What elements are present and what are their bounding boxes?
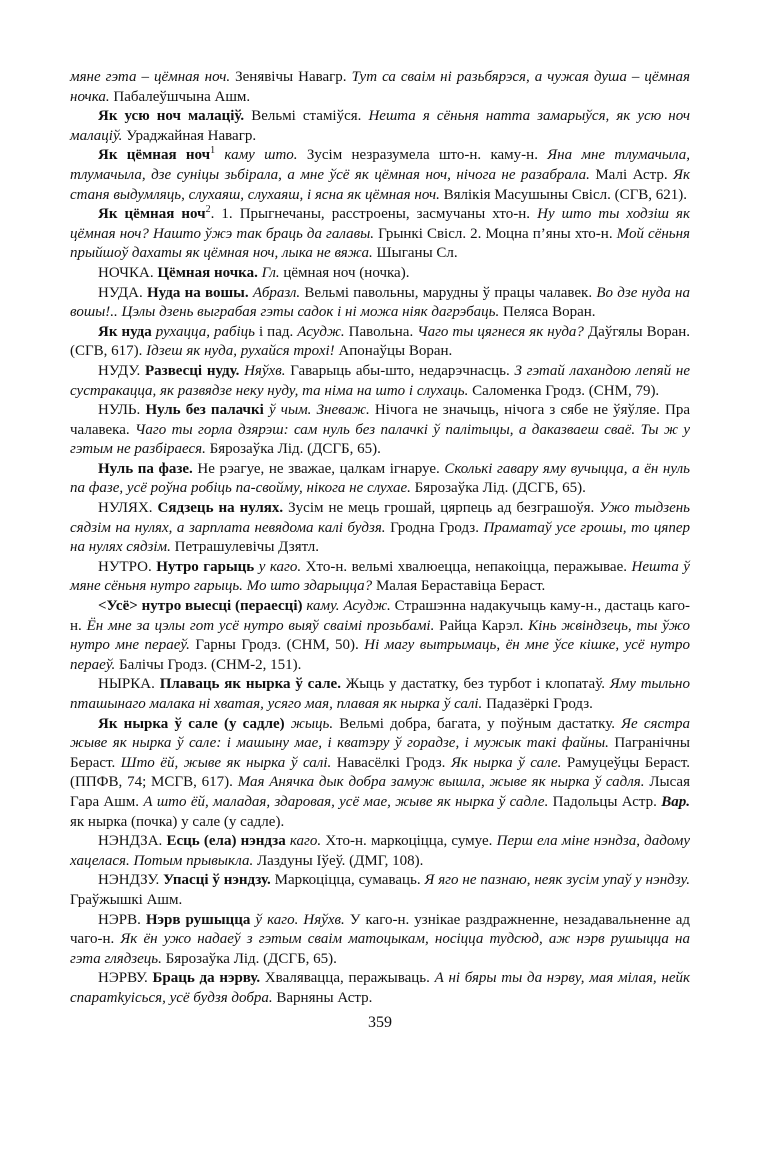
example-text: Мой сёньня прыйшоў дахаты як цёмная ноч, лыка не вяжа.: [70, 225, 691, 262]
headword: Цёмная ночка.: [157, 264, 258, 281]
dictionary-entry: [70, 362, 690, 401]
example-text: Перш ела міне нэндза, дадому хацелася. Потым прывыкла.: [70, 833, 690, 869]
entry-text: Грынкі Свісл. 2. Моцна п’яны хто-н.: [374, 225, 617, 242]
entry-text: Ураджайная Навагр.: [122, 127, 257, 144]
entry-text: Бярозаўка Лід. (ДСГБ, 65).: [410, 480, 586, 497]
example-text: Сколькі гавару яму вучыцца, а ён нуль па фазе, усё роўна робіць па-свойму, нікога не слухае.: [70, 460, 690, 497]
entry-text: НУЛЯХ.: [98, 500, 158, 517]
dictionary-entry: [70, 401, 690, 460]
example-text: Ну што ты ходзіш як цёмная ноч? Нашто ўжэ так браць да галавы.: [70, 206, 690, 242]
entry-text: Апонаўцы Воран.: [334, 343, 453, 360]
entry-text: Пеляса Воран.: [499, 304, 596, 321]
entry-text: Варняны Астр.: [272, 989, 373, 1006]
example-text: Праматаў усе грошы, то цяпер на нулях сядзім.: [70, 519, 690, 556]
dictionary-entry: [70, 715, 690, 833]
example-text: Што ёй, жыве як нырка ў салі.: [120, 754, 332, 771]
example-text: А што ёй, маладая, здаровая, усё мае, жыве як нырка ў садле.: [143, 793, 549, 810]
entry-text: НУДУ.: [98, 362, 145, 379]
example-text: Яе сястра жыве як нырка ў сале: і машыну мае, і кватэру ў горадзе, і мужык такі файны.: [70, 715, 691, 752]
dictionary-entry: [70, 969, 690, 1008]
entry-text: НЭРВУ.: [98, 970, 153, 987]
entry-text: Лысая Гара Ашм.: [70, 774, 690, 810]
entry-text: Граўжышкі Ашм.: [70, 891, 183, 908]
entry-text: НЭРВ.: [98, 911, 146, 928]
entry-text: Хто-н. маркоціцца, сумуе.: [321, 833, 497, 850]
entry-text: Райца Карэл.: [434, 617, 529, 634]
example-text: Ідзеш як нуда, рухайся трохі!: [146, 343, 335, 360]
entry-text: НЭНДЗУ.: [98, 872, 164, 889]
headword: Нуль па фазе.: [98, 460, 193, 477]
example-text: жыць.: [284, 715, 334, 732]
entry-text: Рамуцеўцы Берaст. (ППФВ, 74; МСГВ, 617).: [70, 754, 691, 791]
example-text: Як станя выдумляць, слухаяш, слухаяш, і ясна як цёмная ноч.: [70, 166, 691, 203]
entry-text: Зенявічы Навагр.: [230, 69, 352, 85]
entry-text: Балічы Гродз. (СНМ-2, 151).: [115, 656, 302, 673]
entry-text: НУЛЬ.: [98, 402, 146, 419]
example-text: Чаго ты цягнеся як нуда?: [417, 323, 584, 340]
headword: Нуда на вошы.: [147, 284, 249, 301]
dictionary-entry: [70, 871, 690, 910]
entry-text: Лаздуны Іўеў. (ДМГ, 108).: [253, 852, 424, 869]
example-text: З гэтай лахандою лепяй не сустракацца, як развядзе неку нуду, та німа на што і слухаць.: [70, 362, 690, 399]
example-text: Ён мне за цэлы гот усё нутро выяў сваімі прозьбамі.: [86, 617, 435, 634]
headword: Браць да нэрву.: [152, 970, 261, 987]
dictionary-entry: [70, 499, 690, 558]
headword: Плаваць як нырка ў сале.: [159, 676, 341, 693]
example-text: ў каго. Няўхв.: [250, 911, 345, 928]
entry-text: Падазёркі Гродз.: [482, 696, 593, 712]
entry-text: Нічога не значыць, нічога з сябе не ўяўляе. Пра чалавека.: [70, 402, 690, 438]
example-text: Як нырка ў сале.: [450, 754, 562, 771]
entry-text: Жыць у дастатку, без турбот і клопатаў.: [340, 676, 610, 693]
headword: Як цёмная ноч: [98, 206, 206, 223]
example-text: Тут са сваім ні разьбярэся, а чужая душа – цёмная ночка.: [70, 69, 690, 105]
headword: Нэрв рушыцца: [145, 911, 251, 928]
headword: Нуль без палачкі: [145, 402, 264, 419]
headword: Развесці нуду.: [145, 362, 240, 379]
entry-text: Маркоціцца, сумаваць.: [270, 872, 425, 889]
example-text: А ні бяры ты да нэрву, мая мілая, нейк спаратkуісься, усё будзя добра.: [70, 970, 690, 1006]
entry-text: Вельмі павольны, марудны ў працы чалавек.: [300, 284, 597, 301]
entry-text: Не рэагуе, не зважае, цалкам ігнаруе.: [192, 460, 445, 477]
example-text: Ужо тыдзень сядзім на нулях, а зарплата невядома калі будзя.: [70, 500, 691, 536]
entry-text: НУДА.: [98, 284, 148, 301]
entry-text: Зусім не мець грошай, цярпець ад безграшоўя.: [283, 500, 600, 517]
entry-text: і пад.: [255, 323, 298, 340]
headword: Вар.: [661, 793, 690, 810]
example-text: у каго.: [254, 558, 302, 575]
example-text: Асудж.: [297, 323, 345, 340]
example-text: Во дзе нуда на вошы!.. Цэлы дзень выграбая гэты садок і ні можа ніяк дагрэбаць.: [70, 284, 690, 321]
entry-text: НОЧКА.: [98, 264, 158, 281]
example-text: Абразл.: [248, 284, 301, 301]
dictionary-entry: [70, 675, 690, 714]
entry-text: Страшэнна надакучыць каму-н., дастаць каго-н.: [70, 598, 691, 634]
example-text: Чаго ты горла дзярэш: сам нуль без палачкі ў палітыцы, а даказваеш сваё. Ты ж у гэтым не разбіраеся.: [70, 421, 690, 458]
entry-text: Пагранічны Берaст.: [70, 735, 690, 771]
homonym-index: 1: [210, 145, 216, 157]
example-text: Як ён ужо надаеў з гэтым сваім матоцыкам, носіцца тудсюд, аж нэрв рушыцца на гэта глядзець.: [70, 931, 690, 967]
example-text: Няўхв.: [239, 362, 286, 379]
example-text: Я яго не пазнаю, неяк зусім упаў у нэндзу.: [424, 872, 690, 889]
example-text: Мая Анячка дык добра замуж вышла, жыве як нырка ў садля.: [237, 774, 645, 791]
homonym-index: 2: [205, 204, 211, 216]
entry-text: цёмная ноч (ночка).: [279, 264, 410, 281]
dictionary-entry: [70, 832, 690, 871]
dictionary-entry: [70, 146, 690, 205]
page-number: 359: [368, 1014, 392, 1031]
entry-text: Зусім незразумела што-н. каму-н.: [297, 147, 548, 164]
entry-text: Падольцы Астр.: [548, 793, 662, 810]
entry-text: як нырка (почка) у сале (у садле).: [70, 813, 285, 830]
headword: Сядзець на нулях.: [157, 500, 284, 517]
example-text: каму што.: [215, 147, 298, 164]
headword: Упасці ў нэндзу.: [163, 872, 271, 889]
example-text: мяне гэта – цёмная ноч.: [70, 69, 231, 85]
entry-text: Павольна.: [344, 323, 418, 340]
dictionary-entry: [70, 558, 690, 597]
dictionary-entry: [70, 597, 690, 675]
headword: Есць (ела) нэндза: [166, 833, 286, 850]
dictionary-entry: [70, 323, 690, 362]
example-text: каго.: [285, 833, 322, 850]
dictionary-entry: [70, 460, 690, 499]
example-text: Нешта я сёньня натта замарыўся, як усю ноч малаціў.: [70, 108, 690, 144]
entry-text: Даўгялы Воран. (СГВ, 617).: [70, 323, 691, 360]
entry-text: Малі Астр.: [589, 166, 674, 183]
entry-text: Вельмі добра, багата, у поўным дастатку.: [333, 715, 622, 732]
entry-text: Пабалеўшчына Ашм.: [109, 88, 251, 105]
entry-text: Навасёлкі Гродз.: [331, 754, 451, 771]
headword: Як цёмная ноч: [98, 147, 211, 164]
entry-text: . 1. Прыгнечаны, расстроены, засмучаны хто-н.: [210, 206, 538, 223]
dictionary-entry: [70, 107, 690, 146]
dictionary-entry: [70, 284, 690, 323]
dictionary-text: [70, 68, 690, 1009]
entry-text: У каго-н. узнікае раздражненне, незадавальненне ад чаго-н.: [70, 911, 690, 948]
example-text: ў чым. Зневаж.: [263, 402, 370, 419]
example-text: Кінь жвіндзець, ты ўжо нутро мне пераеў.: [70, 617, 691, 654]
headword: Нутро гарыць: [156, 558, 255, 575]
headword: Як нырка ў сале (у садле): [98, 715, 285, 732]
entry-text: Гаварыць абы-што, недарэчнасць.: [285, 362, 515, 379]
entry-text: НЫРКА.: [98, 676, 160, 693]
entry-text: Бярозаўка Лід. (ДСГБ, 65).: [205, 441, 381, 458]
entry-text: Хто-н. вельмі хвалюецца, непакоіцца, перажывае.: [301, 558, 632, 575]
entry-text: Бярозаўка Лід. (ДСГБ, 65).: [161, 950, 337, 967]
entry-text: Вялікія Масушыны Свісл. (СГВ, 621).: [439, 186, 688, 203]
dictionary-entry: [70, 68, 690, 107]
dictionary-entry: [70, 264, 690, 284]
example-text: Яна мне тлумачыла, тлумачыла, дзе суніцы зьбірала, а мне ўсё як цёмная ноч, нічога не разабрала.: [70, 147, 691, 183]
entry-text: Шыганы Сл.: [372, 245, 458, 262]
headword: Як нуда: [98, 323, 152, 340]
headword: Як усю ноч малаціў.: [98, 108, 245, 125]
example-text: Нешта ў мяне сёньня нутро гарыць. Мо што здарыцца?: [70, 558, 690, 595]
example-text: Ні магу вытрымаць, ён мне ўсе кішке, усё нутро пераеў.: [70, 637, 691, 673]
headword: <Усё> нутро выесці (перaесці): [98, 598, 303, 615]
example-text: Гл.: [257, 264, 280, 281]
entry-text: Малая Бераставіца Берaст.: [372, 578, 546, 595]
example-text: каму. Асудж.: [302, 598, 391, 615]
entry-text: Вельмі стаміўся.: [244, 108, 369, 125]
example-text: Яму тыльно пташынаго малака ні хватая, усяго мая, плавая як нырка ў салі.: [70, 676, 691, 712]
dictionary-entry: [70, 205, 690, 264]
entry-text: Саломенка Гродз. (СНМ, 79).: [468, 382, 660, 399]
entry-text: НЭНДЗА.: [98, 833, 167, 850]
example-text: рухацца, рабіць: [151, 323, 255, 340]
entry-text: Гарны Гродз. (СНМ, 50).: [189, 637, 365, 654]
entry-text: Гродна Гродз.: [385, 519, 484, 536]
entry-text: Хвалявацца, перажываць.: [260, 970, 435, 987]
dictionary-entry: [70, 911, 690, 970]
entry-text: Петрашулевічы Дзятл.: [170, 539, 320, 556]
entry-text: НУТРО.: [98, 558, 157, 575]
